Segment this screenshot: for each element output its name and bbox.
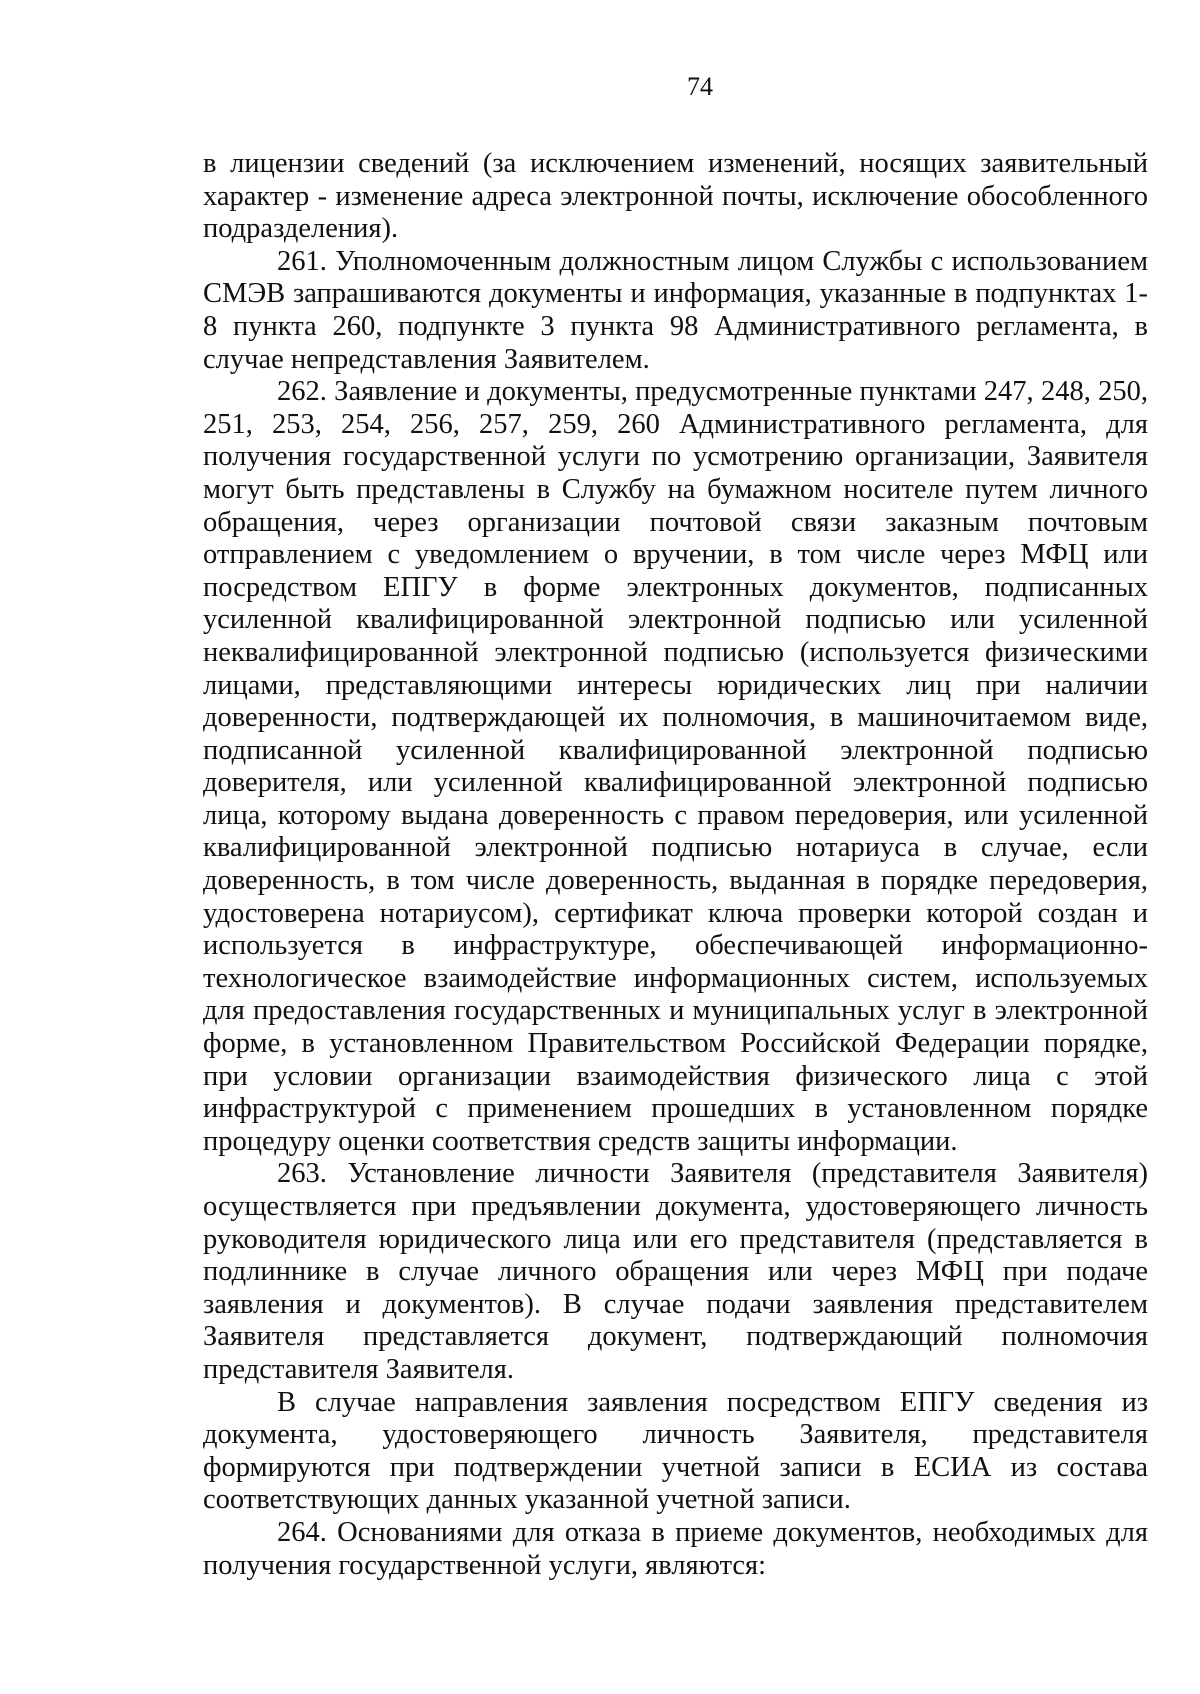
paragraph-264: 264. Основаниями для отказа в приеме документов, необходимых для получения государственной услуги, являются: — [203, 1516, 1148, 1581]
paragraph-261: 261. Уполномоченным должностным лицом Службы с использованием СМЭВ запрашиваются документы и информация, указанные в подпунктах 1-8 пункта 260, подпункте 3 пункта 98 Административного регламента, в случае непредставления Заявителем. — [203, 245, 1148, 375]
document-body — [203, 148, 1148, 1582]
paragraph-262: 262. Заявление и документы, предусмотренные пунктами 247, 248, 250, 251, 253, 254, 256, 257, 259, 260 Административного регламента, для получения государственной услуги по усмотрению организации, Заявителя могут быть представлены в Службу на бумажном носителе путем личного обращения, через организации почтовой связи заказным почтовым отправлением с уведомлением о вручении, в том числе через МФЦ или посредством ЕПГУ в форме электронных документов, подписанных усиленной квалифицированной электронной подписью или усиленной неквалифицированной электронной подписью (используется физическими лицами, представляющими интересы юридических лиц при наличии доверенности, подтверждающей их полномочия, в машиночитаемом виде, подписанной усиленной квалифицированной электронной подписью доверителя, или усиленной квалифицированной электронной подписью лица, которому выдана доверенность с правом передоверия, или усиленной квалифицированной электронной подписью нотариуса в случае, если доверенность, в том числе доверенность, выданная в порядке передоверия, удостоверена нотариусом), сертификат ключа проверки которой создан и используется в инфраструктуре, обеспечивающей информационно-технологическое взаимодействие информационных систем, используемых для предоставления государственных и муниципальных услуг в электронной форме, в установленном Правительством Российской Федерации порядке, при условии организации взаимодействия физического лица с этой инфраструктурой с применением прошедших в установленном порядке процедуру оценки соответствия средств защиты информации. — [203, 376, 1148, 1157]
paragraph-continuation: в лицензии сведений (за исключением изменений, носящих заявительный характер - изменение адреса электронной почты, исключение обособленного подразделения). — [203, 148, 1148, 245]
page-number: 74 — [687, 72, 713, 101]
paragraph-epgu-identity: В случае направления заявления посредством ЕПГУ сведения из документа, удостоверяющего личность Заявителя, представителя формируются при подтверждении учетной записи в ЕСИА из состава соответствующих данных указанной учетной записи. — [203, 1386, 1148, 1516]
paragraph-263: 263. Установление личности Заявителя (представителя Заявителя) осуществляется при предъявлении документа, удостоверяющего личность руководителя юридического лица или его представителя (представляется в подлиннике в случае личного обращения или через МФЦ при подаче заявления и документов). В случае подачи заявления представителем Заявителя представляется документ, подтверждающий полномочия представителя Заявителя. — [203, 1158, 1148, 1385]
